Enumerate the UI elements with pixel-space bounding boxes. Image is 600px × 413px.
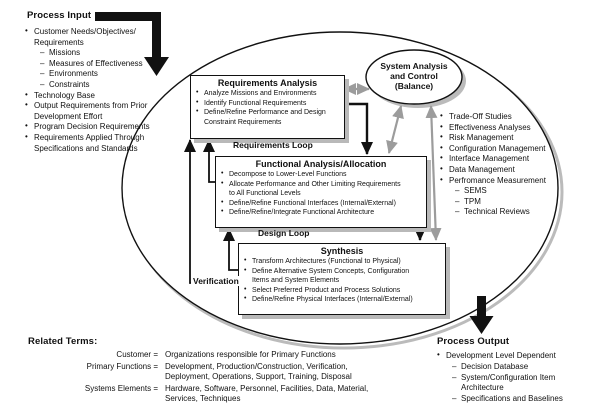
control-items-list xyxy=(440,112,575,218)
list-item: • Configuration Management xyxy=(440,144,575,155)
list-item: • Define/Refine Performance and Design Constraint Requirements xyxy=(196,108,341,127)
related-term-name: Systems Elements = xyxy=(84,383,158,393)
list-item: • Define/Refine Functional Interfaces (Internal/External) xyxy=(221,199,423,209)
functional-analysis-box xyxy=(215,156,427,228)
related-terms-heading: Related Terms: xyxy=(28,336,98,347)
list-item: • Technology Base xyxy=(25,91,175,102)
list-item: • Decompose to Lower-Level Functions xyxy=(221,170,423,180)
list-item: – Missions xyxy=(25,48,175,59)
list-item: • Define Alternative System Concepts, Configuration Items and System Elements xyxy=(244,267,442,286)
related-term-definition: Hardware, Software, Personnel, Facilities, Data, Material, Services, Techniques xyxy=(165,383,369,403)
process-output-heading: Process Output xyxy=(437,336,510,347)
list-item: • Data Management xyxy=(440,165,575,176)
verification-label: Verification xyxy=(193,276,239,286)
process-input-list xyxy=(25,27,175,154)
list-item: – TPM xyxy=(440,197,575,208)
requirements-analysis-list xyxy=(191,89,344,127)
list-item: • Customer Needs/Objectives/ Requirements xyxy=(25,27,175,48)
requirements-analysis-title: Requirements Analysis xyxy=(217,78,318,88)
list-item: • Requirements Applied Through Specifications and Standards xyxy=(25,133,175,154)
list-item: – System/Configuration Item Architecture xyxy=(437,373,587,395)
list-item: • Risk Management xyxy=(440,133,575,144)
related-term-row xyxy=(40,362,460,383)
functional-analysis-title: Functional Analysis/Allocation xyxy=(255,159,387,169)
list-item: • Define/Refine/Integrate Functional Architecture xyxy=(221,208,423,218)
list-item: – Technical Reviews xyxy=(440,207,575,218)
list-item: – Decision Database xyxy=(437,362,587,373)
list-item: • Analyze Missions and Environments xyxy=(196,89,341,99)
synthesis-box xyxy=(238,243,446,315)
related-terms-table xyxy=(40,350,460,406)
list-item: – Environments xyxy=(25,69,175,80)
list-item: • Trade-Off Studies xyxy=(440,112,575,123)
list-item: • Effectiveness Analyses xyxy=(440,123,575,134)
requirements-analysis-box xyxy=(190,75,345,139)
list-item: – SEMS xyxy=(440,186,575,197)
list-item: – Measures of Effectiveness xyxy=(25,59,175,70)
design-loop-label: Design Loop xyxy=(258,228,310,238)
list-item: • Perfromance Measurement xyxy=(440,176,575,187)
related-term-name: Customer = xyxy=(116,350,158,359)
list-item: – Constraints xyxy=(25,80,175,91)
synthesis-title: Synthesis xyxy=(320,246,364,256)
functional-analysis-list xyxy=(216,170,426,218)
requirements-loop-label: Requirements Loop xyxy=(233,140,313,150)
related-term-row xyxy=(40,350,460,361)
list-item: • Identify Functional Requirements xyxy=(196,99,341,109)
list-item: • Select Preferred Product and Process Solutions xyxy=(244,286,442,296)
list-item: • Define/Refine Physical Interfaces (Internal/External) xyxy=(244,295,442,305)
system-analysis-label: System Analysis and Control (Balance) xyxy=(380,61,448,91)
process-input-heading: Process Input xyxy=(27,10,92,21)
list-item: • Transform Architectures (Functional to Physical) xyxy=(244,257,442,267)
related-term-row xyxy=(40,384,460,405)
related-term-definition: Development, Production/Construction, Verification, Deployment, Operations, Support, Training, Disposal xyxy=(165,361,352,381)
list-item: • Program Decision Requirements xyxy=(25,122,175,133)
related-term-definition: Organizations responsible for Primary Functions xyxy=(165,350,336,359)
related-term-name: Primary Functions = xyxy=(86,361,158,371)
synthesis-list xyxy=(239,257,445,305)
list-item: • Allocate Performance and Other Limiting Requirements to All Functional Levels xyxy=(221,180,423,199)
list-item: • Development Level Dependent xyxy=(437,351,587,362)
list-item: • Output Requirements from Prior Development Effort xyxy=(25,101,175,122)
list-item: • Interface Management xyxy=(440,154,575,165)
list-item: – Specifications and Baselines xyxy=(437,394,587,405)
